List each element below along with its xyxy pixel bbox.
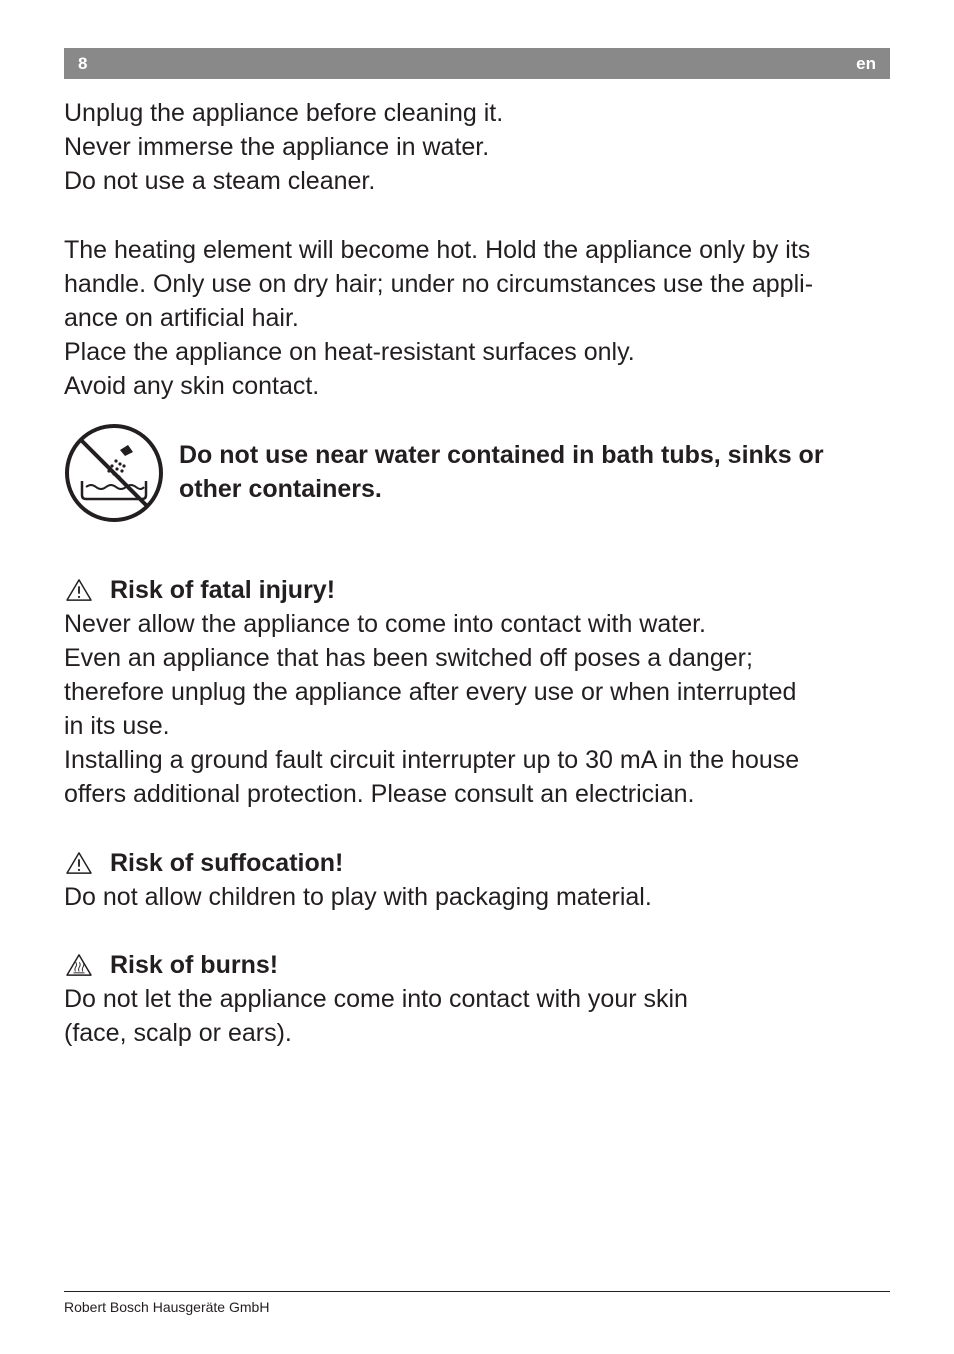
heading-text: Risk of suffocation! <box>110 849 344 877</box>
text-line: Do not use near water contained in bath tubs, sinks or <box>179 441 824 469</box>
text-line: Never allow the appliance to come into contact with water. <box>64 610 707 638</box>
burns-section <box>64 948 894 1050</box>
text-line: Unplug the appliance before cleaning it. <box>64 99 504 127</box>
page-header-bar <box>64 48 890 79</box>
page-number: 8 <box>78 53 88 73</box>
water-warning-notice <box>179 438 894 506</box>
footer-company: Robert Bosch Hausgeräte GmbH <box>64 1299 270 1315</box>
suffocation-section <box>64 846 894 914</box>
text-line: Do not use a steam cleaner. <box>64 167 376 195</box>
text-line: Even an appliance that has been switched off poses a danger; <box>64 644 753 672</box>
text-line: The heating element will become hot. Hold the appliance only by its <box>64 236 811 264</box>
text-line: (face, scalp or ears). <box>64 1019 292 1047</box>
hot-surface-warning-icon <box>64 953 94 977</box>
language-code: en <box>856 53 876 73</box>
section-heading <box>64 846 894 880</box>
text-line: Place the appliance on heat-resistant surfaces only. <box>64 338 635 366</box>
text-line: handle. Only use on dry hair; under no circumstances use the appli- <box>64 270 814 298</box>
fatal-injury-section <box>64 573 894 811</box>
text-line: Avoid any skin contact. <box>64 372 320 400</box>
warning-triangle-icon <box>64 851 94 875</box>
text-line: in its use. <box>64 712 170 740</box>
text-line: Never immerse the appliance in water. <box>64 133 490 161</box>
text-line: ance on artificial hair. <box>64 304 299 332</box>
text-line: other containers. <box>179 475 382 503</box>
footer-divider <box>64 1291 890 1292</box>
section-heading <box>64 573 894 607</box>
text-line: Installing a ground fault circuit interrupter up to 30 mA in the house <box>64 746 800 774</box>
section-heading <box>64 948 894 982</box>
cleaning-instructions <box>64 96 894 198</box>
heating-instructions <box>64 233 894 403</box>
text-line: Do not let the appliance come into contact with your skin <box>64 985 688 1013</box>
text-line: offers additional protection. Please consult an electrician. <box>64 780 695 808</box>
no-bath-water-icon <box>64 423 164 523</box>
warning-triangle-icon <box>64 578 94 602</box>
text-line: therefore unplug the appliance after every use or when interrupted <box>64 678 797 706</box>
heading-text: Risk of burns! <box>110 951 279 979</box>
heading-text: Risk of fatal injury! <box>110 576 336 604</box>
text-line: Do not allow children to play with packaging material. <box>64 883 652 911</box>
